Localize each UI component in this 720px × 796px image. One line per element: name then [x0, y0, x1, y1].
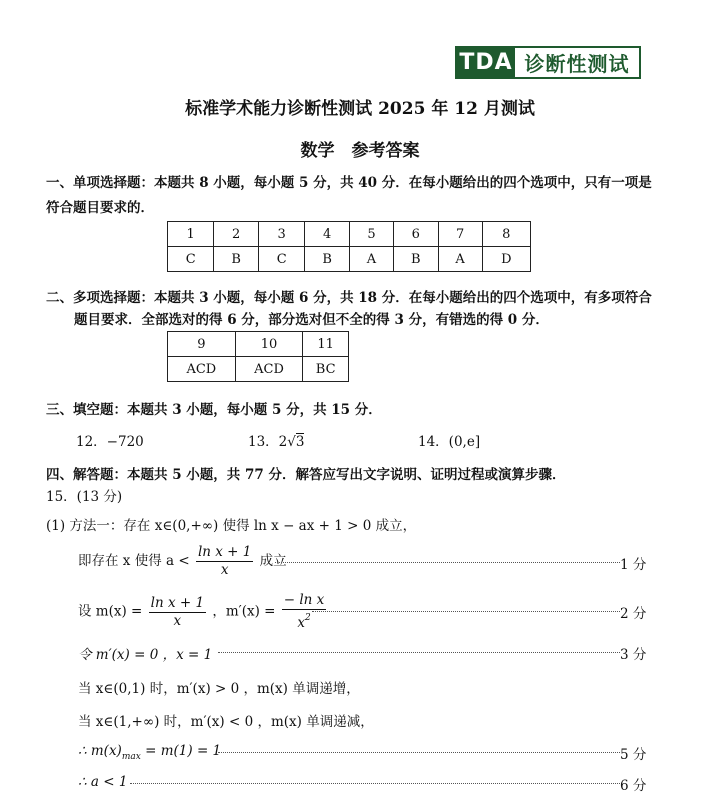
- question-number: 7: [438, 222, 482, 247]
- answer-cell: B: [305, 247, 350, 272]
- question-15-label: 15．(13 分): [46, 489, 123, 505]
- step-4: 当 x∈(0,1) 时，m′(x) > 0 ，m(x) 单调递增，: [78, 681, 360, 697]
- exponent: 2: [304, 613, 311, 623]
- sqrt-radicand: 3: [295, 434, 305, 450]
- section1-heading-cont: 符合题目要求的．: [46, 200, 154, 216]
- answer-cell: D: [482, 247, 530, 272]
- answer-cell: BC: [303, 357, 349, 382]
- section1-heading: 一、单项选择题：本题共 8 小题，每小题 5 分，共 40 分．在每小题给出的四个选项中，只有一项是: [46, 175, 652, 191]
- step-6-rhs: = m(1) = 1: [140, 743, 222, 759]
- answer-cell: A: [350, 247, 394, 272]
- step-7: ∴ a < 1: [78, 774, 128, 790]
- step-6: [78, 743, 221, 762]
- question-number: 10: [235, 332, 303, 357]
- section2-heading: 二、多项选择题：本题共 3 小题，每小题 6 分，共 18 分．在每小题给出的四个选项中，有多项符合: [46, 290, 652, 306]
- question-number: 8: [482, 222, 530, 247]
- answer-q13: [248, 430, 304, 450]
- score-mark: 5 分: [620, 747, 647, 763]
- fraction: [282, 592, 327, 632]
- answer-cell: ACD: [235, 357, 303, 382]
- step-1-text: 即存在 x 使得 a <: [78, 553, 190, 569]
- denominator: x: [173, 612, 182, 629]
- step-2: [78, 592, 328, 632]
- section4-heading: 四、解答题：本题共 5 小题，共 77 分．解答应写出文字说明、证明过程或演算步骤．: [46, 467, 566, 483]
- subscript-max: max: [121, 752, 141, 762]
- numerator: − ln x: [283, 592, 325, 608]
- answer-cell: A: [438, 247, 482, 272]
- section3-heading: 三、填空题：本题共 3 小题，每小题 5 分，共 15 分．: [46, 402, 382, 418]
- table-row: [168, 332, 349, 357]
- logo-tda-text: TDA: [457, 48, 515, 77]
- single-choice-answer-table: [167, 221, 531, 272]
- answer-cell: C: [168, 247, 214, 272]
- answer-cell: C: [259, 247, 305, 272]
- question-number: 1: [168, 222, 214, 247]
- numerator: ln x + 1: [150, 594, 205, 611]
- table-row: [168, 222, 531, 247]
- dotted-leader: [218, 752, 620, 753]
- fraction: [149, 595, 206, 630]
- answer-q12: 12．−720: [76, 434, 144, 450]
- tda-logo: [455, 46, 641, 79]
- score-mark: 6 分: [620, 778, 647, 794]
- question-number: 4: [305, 222, 350, 247]
- page-subtitle: 数学 参考答案: [300, 141, 420, 161]
- question-number: 5: [350, 222, 394, 247]
- step-1-suffix: 成立: [259, 553, 287, 569]
- sqrt-symbol: √: [287, 434, 296, 450]
- answer-cell: B: [393, 247, 438, 272]
- dotted-leader: [312, 611, 620, 612]
- answer-cell: B: [214, 247, 259, 272]
- dotted-leader: [218, 652, 620, 653]
- question-number: 11: [303, 332, 349, 357]
- table-row: [168, 247, 531, 272]
- step-6-lhs: ∴ m(x): [78, 743, 122, 759]
- step-3: 令 m′(x) = 0 ，x = 1: [78, 647, 213, 663]
- numerator: ln x + 1: [197, 544, 252, 560]
- table-row: [168, 357, 349, 382]
- score-mark: 2 分: [620, 606, 647, 622]
- step-1: [78, 544, 287, 579]
- question-number: 6: [393, 222, 438, 247]
- fraction: [196, 544, 253, 579]
- answer-q13-label: 13．2: [248, 434, 288, 450]
- step-2-text: 设 m(x) =: [78, 603, 143, 620]
- denominator-base: x: [297, 615, 305, 631]
- method-one-line: (1) 方法一：存在 x∈(0,+∞) 使得 ln x − ax + 1 > 0 成立，: [46, 518, 417, 534]
- multi-choice-answer-table: [167, 331, 349, 382]
- logo-diagnostic-text: 诊断性测试: [524, 52, 630, 76]
- step-2-derivative: ，m′(x) =: [212, 603, 276, 620]
- answer-cell: ACD: [168, 357, 236, 382]
- denominator: [282, 610, 327, 632]
- section2-heading-cont: 题目要求．全部选对的得 6 分，部分选对但不全的得 3 分，有错选的得 0 分．: [74, 312, 549, 328]
- question-number: 2: [214, 222, 259, 247]
- question-number: 9: [168, 332, 236, 357]
- score-mark: 1 分: [620, 557, 647, 573]
- page-title: 标准学术能力诊断性测试 2025 年 12 月测试: [185, 99, 535, 119]
- answer-q14: 14．(0,e]: [418, 434, 481, 450]
- denominator: x: [220, 562, 229, 578]
- score-mark: 3 分: [620, 647, 647, 663]
- dotted-leader: [275, 562, 620, 563]
- step-5: 当 x∈(1,+∞) 时，m′(x) < 0 ，m(x) 单调递减，: [78, 714, 374, 730]
- dotted-leader: [130, 783, 620, 784]
- question-number: 3: [259, 222, 305, 247]
